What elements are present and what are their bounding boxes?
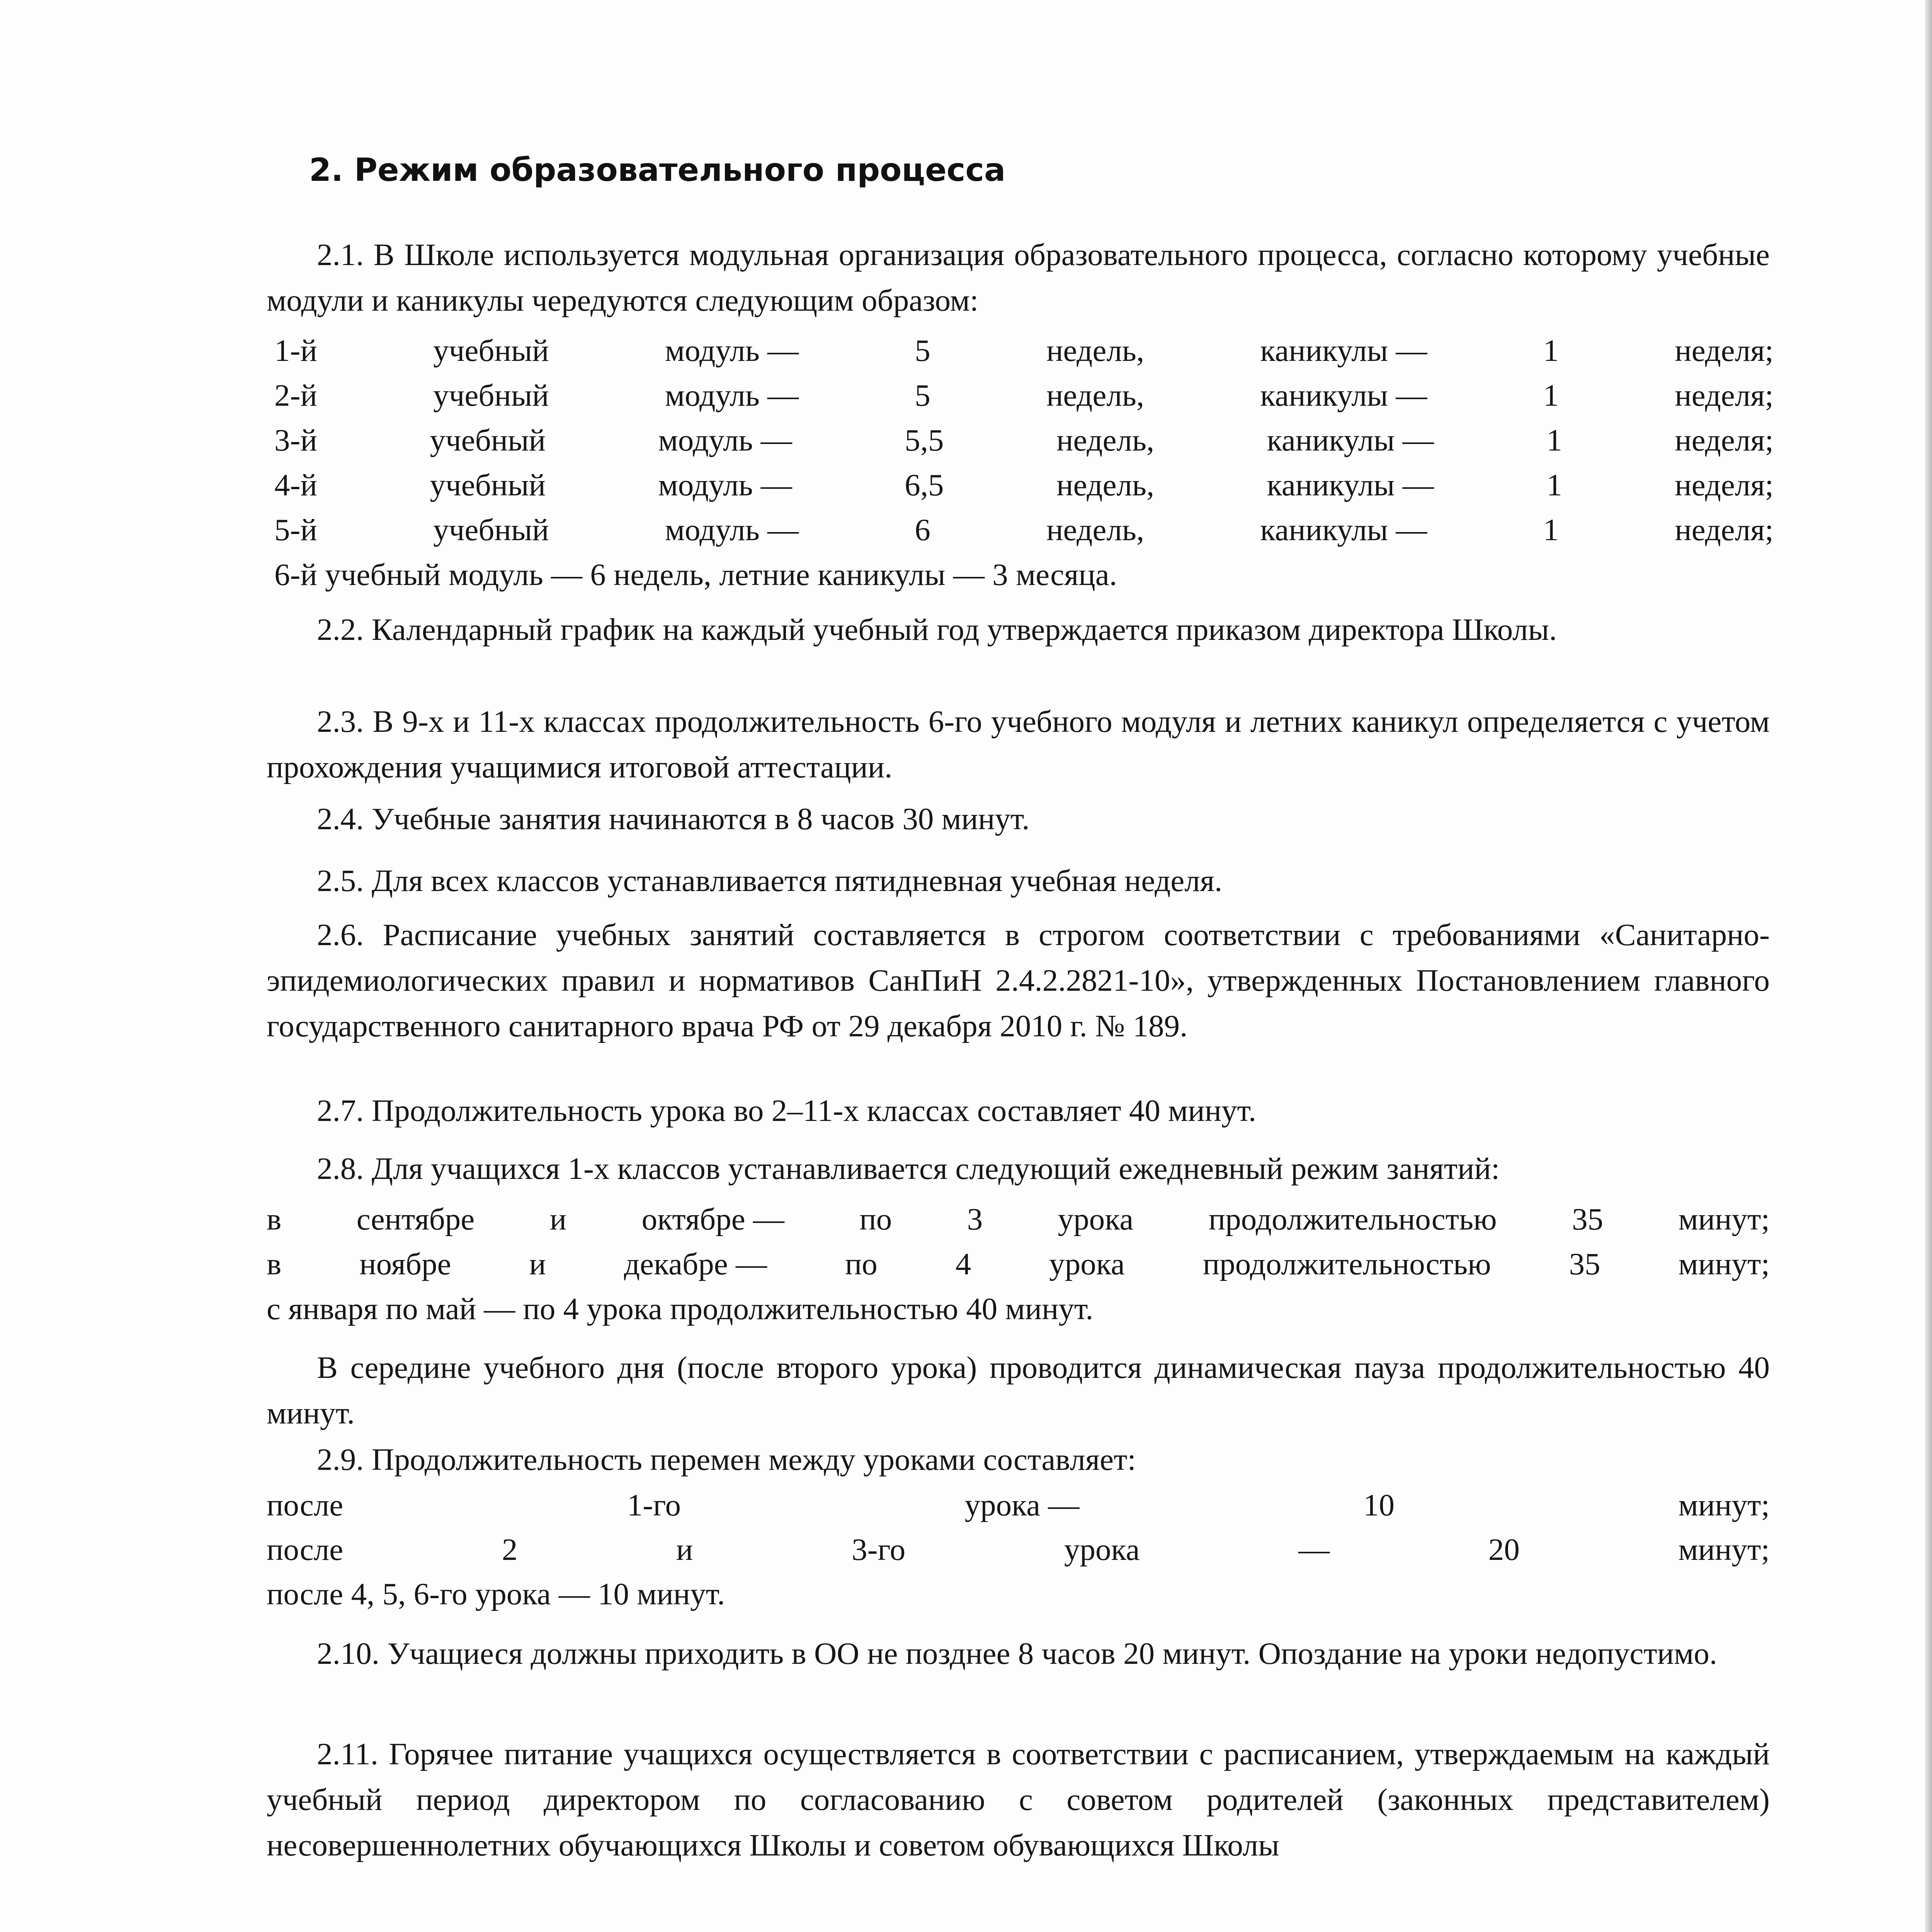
schedule-word: 1-го (627, 1488, 681, 1522)
schedule-word: и (529, 1247, 546, 1281)
first-grade-line (267, 1241, 1770, 1287)
schedule-word: 2-й (274, 378, 317, 413)
paragraph-2-10: 2.10. Учащиеся должны приходить в ОО не позднее 8 часов 20 минут. Опоздание на уроки недопустимо. (317, 1636, 1718, 1671)
schedule-word: недель, (1056, 468, 1155, 502)
schedule-word: 1 (1546, 423, 1562, 457)
schedule-word: 6,5 (905, 468, 944, 502)
schedule-word: недель, (1046, 333, 1145, 368)
schedule-word: учебный (433, 333, 549, 368)
schedule-word: 1 (1543, 512, 1559, 547)
schedule-word: минут; (1678, 1488, 1770, 1522)
schedule-word: 35 (1569, 1247, 1600, 1281)
schedule-word: урока (1058, 1202, 1134, 1236)
schedule-word: каникулы — (1260, 378, 1427, 413)
break-line (267, 1527, 1770, 1572)
module-line (274, 328, 1774, 373)
paragraph-pause: В середине учебного дня (после второго урока) проводится динамическая пауза продолжительностью 40 минут. (267, 1350, 1770, 1430)
schedule-word: 1 (1546, 468, 1562, 502)
schedule-word: 5 (915, 333, 930, 368)
paragraph-2-7: 2.7. Продолжительность урока во 2–11-х классах составляет 40 минут. (317, 1093, 1257, 1128)
schedule-word: сентябре (356, 1202, 475, 1236)
schedule-word: минут; (1678, 1202, 1770, 1236)
modules-last-line: 6-й учебный модуль — 6 недель, летние каникулы — 3 месяца. (274, 557, 1117, 592)
schedule-word: учебный (430, 423, 546, 457)
schedule-word: недель, (1046, 378, 1145, 413)
paragraph-2-3: 2.3. В 9-х и 11-х классах продолжительность 6-го учебного модуля и летних каникул определяется с учетом прохождения учащимися итоговой аттестации. (267, 704, 1770, 784)
schedule-word: продолжительностью (1202, 1247, 1491, 1281)
schedule-word: 20 (1488, 1532, 1520, 1567)
paragraph-2-2: 2.2. Календарный график на каждый учебный год утверждается приказом директора Школы. (317, 612, 1557, 647)
module-line (274, 462, 1774, 508)
schedule-word: 6 (915, 512, 930, 547)
schedule-word: после (267, 1532, 344, 1567)
break-line (267, 1482, 1770, 1528)
schedule-word: каникулы — (1267, 423, 1434, 457)
schedule-word: неделя; (1675, 423, 1774, 457)
schedule-word: минут; (1678, 1532, 1770, 1567)
paragraph-2-4: 2.4. Учебные занятия начинаются в 8 часов 30 минут. (317, 801, 1030, 836)
module-line (274, 417, 1774, 463)
schedule-word: продолжительностью (1208, 1202, 1497, 1236)
schedule-word: каникулы — (1260, 333, 1427, 368)
schedule-word: 1 (1543, 378, 1559, 413)
schedule-word: учебный (430, 468, 546, 502)
schedule-word: учебный (433, 378, 549, 413)
schedule-word: 35 (1572, 1202, 1604, 1236)
first-grade-line (267, 1196, 1770, 1242)
schedule-word: 10 (1363, 1488, 1395, 1522)
schedule-word: 5 (915, 378, 930, 413)
schedule-word: и (549, 1202, 567, 1236)
schedule-word: по (859, 1202, 892, 1236)
schedule-word: в (267, 1247, 282, 1281)
paragraph-2-9: 2.9. Продолжительность перемен между уроками составляет: (317, 1442, 1136, 1477)
schedule-word: неделя; (1675, 512, 1774, 547)
schedule-word: ноябре (359, 1247, 451, 1281)
schedule-word: недель, (1056, 423, 1155, 457)
schedule-word: после (267, 1488, 344, 1522)
paragraph-2-11: 2.11. Горячее питание учащихся осуществляется в соответствии с расписанием, утверждаемым на каждый учебный период директором по согласованию с советом родителей (законных представителем) несовершеннолетних обучающихся Школы и советом обувающихся Школы (267, 1736, 1770, 1862)
schedule-word: 5,5 (905, 423, 944, 457)
paragraph-2-1: 2.1. В Школе используется модульная организация образовательного процесса, согласно которому учебные модули и каникулы чередуются следующим образом: (267, 237, 1770, 318)
schedule-word: урока (1064, 1532, 1140, 1567)
schedule-word: 3 (967, 1202, 983, 1236)
scan-page-edge (1925, 0, 1932, 1932)
paragraph-2-5: 2.5. Для всех классов устанавливается пятидневная учебная неделя. (317, 863, 1223, 898)
schedule-word: минут; (1678, 1247, 1770, 1281)
schedule-word: каникулы — (1267, 468, 1434, 502)
schedule-word: 5-й (274, 512, 317, 547)
schedule-word: 4-й (274, 468, 317, 502)
schedule-word: неделя; (1675, 468, 1774, 502)
schedule-word: 3-й (274, 423, 317, 457)
paragraph-2-6: 2.6. Расписание учебных занятий составляется в строгом соответствии с требованиями «Санитарно-эпидемиологических правил и нормативов СанПиН 2.4.2.2821-10», утвержденных Постановлением главного государственного санитарного врача РФ от 29 декабря 2010 г. № 189. (267, 917, 1770, 1043)
schedule-word: в (267, 1202, 282, 1236)
schedule-word: учебный (433, 512, 549, 547)
module-line (274, 507, 1774, 553)
schedule-word: 3-го (852, 1532, 906, 1567)
schedule-word: по (845, 1247, 878, 1281)
schedule-word: 4 (955, 1247, 971, 1281)
schedule-word: неделя; (1675, 378, 1774, 413)
paragraph-2-8: 2.8. Для учащихся 1-х классов устанавливается следующий ежедневный режим занятий: (317, 1151, 1500, 1186)
schedule-word: — (1298, 1532, 1330, 1567)
schedule-word: 1-й (274, 333, 317, 368)
breaks-last-line: после 4, 5, 6-го урока — 10 минут. (267, 1577, 725, 1611)
schedule-word: 1 (1543, 333, 1559, 368)
schedule-word: неделя; (1675, 333, 1774, 368)
schedule-word: урока — (964, 1488, 1080, 1522)
schedule-word: декабре — (624, 1247, 767, 1281)
schedule-word: модуль — (665, 512, 799, 547)
schedule-word: октябре — (641, 1202, 784, 1236)
schedule-word: модуль — (658, 468, 792, 502)
schedule-word: недель, (1046, 512, 1145, 547)
schedule-word: урока (1049, 1247, 1125, 1281)
schedule-word: модуль — (658, 423, 792, 457)
schedule-word: модуль — (665, 378, 799, 413)
section-2-heading: 2. Режим образовательного процесса (309, 152, 1006, 189)
schedule-word: каникулы — (1260, 512, 1427, 547)
schedule-word: модуль — (665, 333, 799, 368)
schedule-word: и (676, 1532, 693, 1567)
schedule-word: 2 (502, 1532, 518, 1567)
module-line (274, 372, 1774, 418)
first-grade-last-line: с января по май — по 4 урока продолжительностью 40 минут. (267, 1291, 1094, 1326)
